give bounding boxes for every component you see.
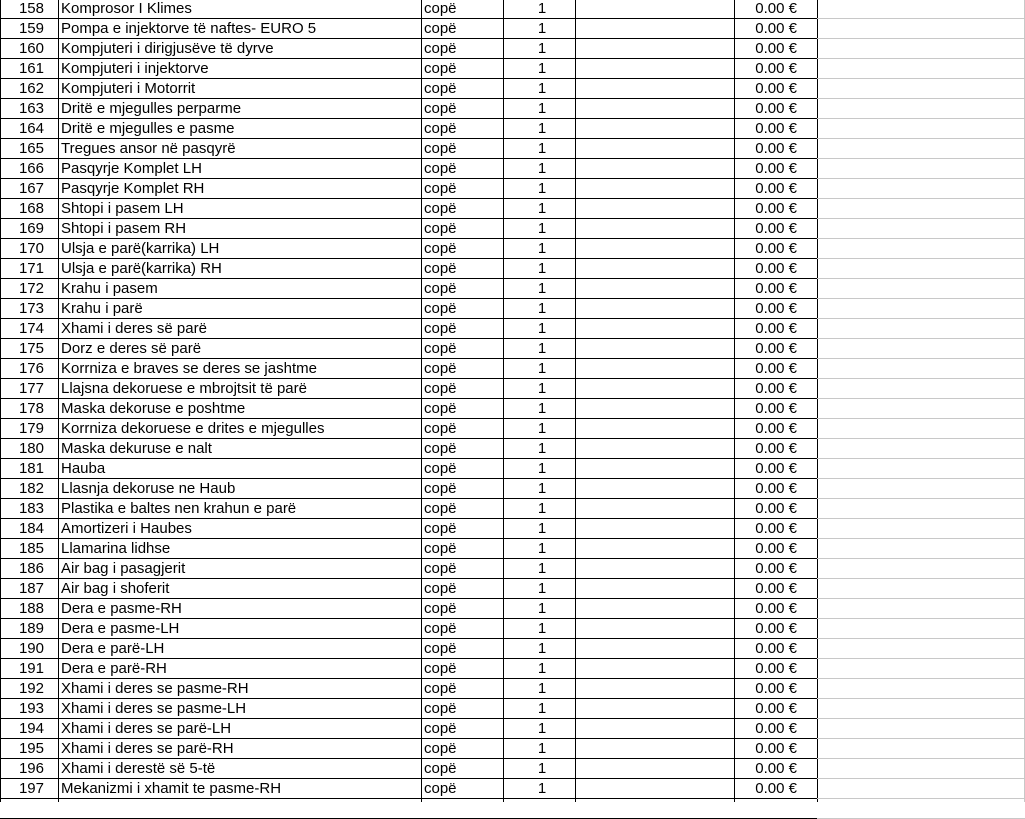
empty-cell[interactable] — [817, 219, 1025, 239]
empty-cell[interactable] — [575, 79, 734, 99]
empty-cell[interactable] — [575, 119, 734, 139]
empty-cell[interactable] — [817, 499, 1025, 519]
row-number-cell[interactable]: 196 — [18, 760, 44, 777]
item-name-cell[interactable]: Dera e pasme-RH — [61, 600, 182, 617]
item-name-cell[interactable]: Maska dekuruse e nalt — [61, 440, 212, 457]
unit-cell[interactable]: copë — [424, 560, 457, 577]
unit-cell[interactable]: copë — [424, 380, 457, 397]
empty-cell[interactable] — [575, 259, 734, 279]
price-cell[interactable]: 0.00 € — [755, 400, 797, 417]
empty-cell[interactable] — [575, 559, 734, 579]
quantity-cell[interactable]: 1 — [537, 0, 547, 17]
price-cell[interactable]: 0.00 € — [755, 660, 797, 677]
row-number-cell[interactable]: 166 — [18, 160, 44, 177]
unit-cell[interactable]: copë — [424, 200, 457, 217]
unit-cell[interactable]: copë — [424, 240, 457, 257]
row-number-cell[interactable]: 171 — [18, 260, 44, 277]
empty-cell[interactable] — [575, 739, 734, 759]
item-name-cell[interactable]: Kompjuteri i dirigjusëve të dyrve — [61, 40, 274, 57]
row-number-cell[interactable]: 172 — [18, 280, 44, 297]
empty-cell[interactable] — [817, 319, 1025, 339]
quantity-cell[interactable]: 1 — [537, 180, 547, 197]
price-cell[interactable]: 0.00 € — [755, 180, 797, 197]
row-number-cell[interactable]: 193 — [18, 700, 44, 717]
empty-cell[interactable] — [817, 159, 1025, 179]
unit-cell[interactable]: copë — [424, 420, 457, 437]
price-cell[interactable]: 0.00 € — [755, 620, 797, 637]
empty-cell[interactable] — [817, 59, 1025, 79]
empty-cell[interactable] — [817, 359, 1025, 379]
price-cell[interactable]: 0.00 € — [755, 560, 797, 577]
empty-cell[interactable] — [575, 579, 734, 599]
price-cell[interactable]: 0.00 € — [755, 460, 797, 477]
empty-cell[interactable] — [817, 339, 1025, 359]
empty-cell[interactable] — [817, 39, 1025, 59]
item-name-cell[interactable]: Krahu i parë — [61, 300, 143, 317]
row-number-cell[interactable]: 161 — [18, 60, 44, 77]
item-name-cell[interactable]: Xhami i deres se pasme-RH — [61, 680, 249, 697]
row-number-cell[interactable]: 164 — [18, 120, 44, 137]
item-name-cell[interactable]: Hauba — [61, 460, 106, 477]
quantity-cell[interactable]: 1 — [537, 260, 547, 277]
quantity-cell[interactable]: 1 — [537, 60, 547, 77]
unit-cell[interactable]: copë — [424, 580, 457, 597]
empty-cell[interactable] — [575, 619, 734, 639]
item-name-cell[interactable]: Air bag i shoferit — [61, 580, 170, 597]
row-number-cell[interactable]: 170 — [18, 240, 44, 257]
item-name-cell[interactable]: Ulsja e parë(karrika) RH — [61, 260, 222, 277]
row-number-cell[interactable]: 162 — [18, 80, 44, 97]
empty-cell[interactable] — [817, 479, 1025, 499]
empty-cell[interactable] — [575, 179, 734, 199]
unit-cell[interactable]: copë — [424, 0, 457, 17]
item-name-cell[interactable]: Llajsna dekoruese e mbrojtsit të parë — [61, 380, 307, 397]
row-number-cell[interactable]: 163 — [18, 100, 44, 117]
unit-cell[interactable]: copë — [424, 440, 457, 457]
empty-cell[interactable] — [575, 339, 734, 359]
row-number-cell[interactable]: 186 — [18, 560, 44, 577]
unit-cell[interactable]: copë — [424, 260, 457, 277]
unit-cell[interactable]: copë — [424, 220, 457, 237]
unit-cell[interactable]: copë — [424, 660, 457, 677]
price-cell[interactable]: 0.00 € — [755, 0, 797, 17]
price-cell[interactable]: 0.00 € — [755, 40, 797, 57]
unit-cell[interactable]: copë — [424, 360, 457, 377]
empty-cell[interactable] — [575, 459, 734, 479]
empty-cell[interactable] — [575, 659, 734, 679]
item-name-cell[interactable]: Shtopi i pasem LH — [61, 200, 184, 217]
unit-cell[interactable]: copë — [424, 600, 457, 617]
quantity-cell[interactable]: 1 — [537, 540, 547, 557]
quantity-cell[interactable]: 1 — [537, 20, 547, 37]
row-number-cell[interactable]: 195 — [18, 740, 44, 757]
row-number-cell[interactable]: 167 — [18, 180, 44, 197]
quantity-cell[interactable]: 1 — [537, 400, 547, 417]
price-cell[interactable]: 0.00 € — [755, 600, 797, 617]
empty-cell[interactable] — [817, 99, 1025, 119]
price-cell[interactable]: 0.00 € — [755, 360, 797, 377]
empty-cell[interactable] — [817, 779, 1025, 799]
price-cell[interactable]: 0.00 € — [755, 80, 797, 97]
empty-cell[interactable] — [817, 719, 1025, 739]
empty-cell[interactable] — [575, 399, 734, 419]
price-cell[interactable]: 0.00 € — [755, 140, 797, 157]
quantity-cell[interactable]: 1 — [537, 360, 547, 377]
empty-cell[interactable] — [817, 139, 1025, 159]
unit-cell[interactable]: copë — [424, 760, 457, 777]
unit-cell[interactable]: copë — [424, 400, 457, 417]
item-name-cell[interactable]: Dritë e mjegulles perparme — [61, 100, 242, 117]
row-number-cell[interactable]: 197 — [18, 780, 44, 797]
quantity-cell[interactable]: 1 — [537, 280, 547, 297]
row-number-cell[interactable]: 174 — [18, 320, 44, 337]
quantity-cell[interactable]: 1 — [537, 80, 547, 97]
empty-cell[interactable] — [817, 699, 1025, 719]
empty-cell[interactable] — [817, 259, 1025, 279]
empty-cell[interactable] — [575, 679, 734, 699]
price-cell[interactable]: 0.00 € — [755, 680, 797, 697]
row-number-cell[interactable]: 184 — [18, 520, 44, 537]
quantity-cell[interactable]: 1 — [537, 700, 547, 717]
price-cell[interactable]: 0.00 € — [755, 120, 797, 137]
item-name-cell[interactable]: Kompjuteri i Motorrit — [61, 80, 196, 97]
quantity-cell[interactable]: 1 — [537, 520, 547, 537]
price-cell[interactable]: 0.00 € — [755, 480, 797, 497]
row-number-cell[interactable]: 175 — [18, 340, 44, 357]
quantity-cell[interactable]: 1 — [537, 560, 547, 577]
row-number-cell[interactable]: 173 — [18, 300, 44, 317]
quantity-cell[interactable]: 1 — [537, 600, 547, 617]
quantity-cell[interactable]: 1 — [537, 240, 547, 257]
quantity-cell[interactable]: 1 — [537, 380, 547, 397]
quantity-cell[interactable]: 1 — [537, 460, 547, 477]
quantity-cell[interactable]: 1 — [537, 420, 547, 437]
quantity-cell[interactable]: 1 — [537, 200, 547, 217]
empty-cell[interactable] — [817, 559, 1025, 579]
unit-cell[interactable]: copë — [424, 500, 457, 517]
quantity-cell[interactable]: 1 — [537, 760, 547, 777]
quantity-cell[interactable]: 1 — [537, 480, 547, 497]
row-number-cell[interactable]: 187 — [18, 580, 44, 597]
price-cell[interactable]: 0.00 € — [755, 60, 797, 77]
unit-cell[interactable]: copë — [424, 60, 457, 77]
unit-cell[interactable]: copë — [424, 180, 457, 197]
empty-cell[interactable] — [817, 539, 1025, 559]
item-name-cell[interactable]: Korrniza e braves se deres se jashtme — [61, 360, 317, 377]
quantity-cell[interactable]: 1 — [537, 720, 547, 737]
empty-cell[interactable] — [575, 519, 734, 539]
empty-cell[interactable] — [575, 539, 734, 559]
row-number-cell[interactable]: 158 — [18, 0, 44, 17]
empty-cell[interactable] — [575, 319, 734, 339]
price-cell[interactable]: 0.00 € — [755, 100, 797, 117]
row-number-cell[interactable]: 177 — [18, 380, 44, 397]
empty-cell[interactable] — [817, 419, 1025, 439]
item-name-cell[interactable]: Dorz e deres së parë — [61, 340, 202, 357]
row-number-cell[interactable]: 192 — [18, 680, 44, 697]
unit-cell[interactable]: copë — [424, 540, 457, 557]
empty-cell[interactable] — [575, 59, 734, 79]
price-cell[interactable]: 0.00 € — [755, 240, 797, 257]
empty-cell[interactable] — [817, 459, 1025, 479]
empty-cell[interactable] — [575, 479, 734, 499]
empty-cell[interactable] — [575, 139, 734, 159]
row-number-cell[interactable]: 183 — [18, 500, 44, 517]
quantity-cell[interactable]: 1 — [537, 640, 547, 657]
item-name-cell[interactable]: Xhami i deres se parë-LH — [61, 720, 232, 737]
price-cell[interactable]: 0.00 € — [755, 640, 797, 657]
item-name-cell[interactable]: Xhami i deres se parë-RH — [61, 740, 234, 757]
unit-cell[interactable]: copë — [424, 280, 457, 297]
row-number-cell[interactable]: 168 — [18, 200, 44, 217]
unit-cell[interactable]: copë — [424, 700, 457, 717]
unit-cell[interactable]: copë — [424, 40, 457, 57]
quantity-cell[interactable]: 1 — [537, 40, 547, 57]
empty-cell[interactable] — [817, 279, 1025, 299]
empty-cell[interactable] — [575, 39, 734, 59]
item-name-cell[interactable]: Ulsja e parë(karrika) LH — [61, 240, 220, 257]
empty-cell[interactable] — [817, 19, 1025, 39]
price-cell[interactable]: 0.00 € — [755, 700, 797, 717]
item-name-cell[interactable]: Maska dekoruse e poshtme — [61, 400, 246, 417]
price-cell[interactable]: 0.00 € — [755, 580, 797, 597]
unit-cell[interactable]: copë — [424, 100, 457, 117]
item-name-cell[interactable]: Kompjuteri i injektorve — [61, 60, 209, 77]
empty-cell[interactable] — [817, 299, 1025, 319]
quantity-cell[interactable]: 1 — [537, 140, 547, 157]
row-number-cell[interactable]: 176 — [18, 360, 44, 377]
price-cell[interactable]: 0.00 € — [755, 160, 797, 177]
empty-cell[interactable] — [817, 759, 1025, 779]
unit-cell[interactable]: copë — [424, 320, 457, 337]
item-name-cell[interactable]: Dera e parë-LH — [61, 640, 165, 657]
price-cell[interactable]: 0.00 € — [755, 340, 797, 357]
empty-cell[interactable] — [575, 219, 734, 239]
row-number-cell[interactable]: 185 — [18, 540, 44, 557]
item-name-cell[interactable]: Tregues ansor në pasqyrë — [61, 140, 236, 157]
quantity-cell[interactable]: 1 — [537, 680, 547, 697]
price-cell[interactable]: 0.00 € — [755, 320, 797, 337]
price-cell[interactable]: 0.00 € — [755, 720, 797, 737]
quantity-cell[interactable]: 1 — [537, 500, 547, 517]
empty-cell[interactable] — [575, 439, 734, 459]
unit-cell[interactable]: copë — [424, 140, 457, 157]
item-name-cell[interactable]: Dera e pasme-LH — [61, 620, 180, 637]
item-name-cell[interactable]: Air bag i pasagjerit — [61, 560, 186, 577]
item-name-cell[interactable]: Plastika e baltes nen krahun e parë — [61, 500, 297, 517]
quantity-cell[interactable]: 1 — [537, 660, 547, 677]
item-name-cell[interactable]: Dritë e mjegulles e pasme — [61, 120, 235, 137]
item-name-cell[interactable]: Pasqyrje Komplet LH — [61, 160, 202, 177]
empty-cell[interactable] — [575, 499, 734, 519]
empty-cell[interactable] — [817, 739, 1025, 759]
row-number-cell[interactable]: 182 — [18, 480, 44, 497]
item-name-cell[interactable]: Pompa e injektorve të naftes- EURO 5 — [61, 20, 317, 37]
empty-cell[interactable] — [575, 159, 734, 179]
item-name-cell[interactable]: Llasnja dekoruse ne Haub — [61, 480, 236, 497]
row-number-cell[interactable]: 165 — [18, 140, 44, 157]
quantity-cell[interactable]: 1 — [537, 120, 547, 137]
row-number-cell[interactable]: 191 — [18, 660, 44, 677]
unit-cell[interactable]: copë — [424, 780, 457, 797]
unit-cell[interactable]: copë — [424, 640, 457, 657]
unit-cell[interactable]: copë — [424, 520, 457, 537]
empty-cell[interactable] — [575, 279, 734, 299]
empty-cell[interactable] — [817, 599, 1025, 619]
price-cell[interactable]: 0.00 € — [755, 500, 797, 517]
item-name-cell[interactable]: Xhami i deres se pasme-LH — [61, 700, 247, 717]
unit-cell[interactable]: copë — [424, 20, 457, 37]
empty-cell[interactable] — [817, 179, 1025, 199]
item-name-cell[interactable]: Dera e parë-RH — [61, 660, 167, 677]
empty-cell[interactable] — [575, 199, 734, 219]
empty-cell[interactable] — [817, 0, 1025, 19]
unit-cell[interactable]: copë — [424, 300, 457, 317]
item-name-cell[interactable]: Korrniza dekoruese e drites e mjegulles — [61, 420, 325, 437]
row-number-cell[interactable]: 189 — [18, 620, 44, 637]
quantity-cell[interactable]: 1 — [537, 580, 547, 597]
unit-cell[interactable]: copë — [424, 160, 457, 177]
price-cell[interactable]: 0.00 € — [755, 280, 797, 297]
empty-cell[interactable] — [817, 519, 1025, 539]
quantity-cell[interactable]: 1 — [537, 740, 547, 757]
item-name-cell[interactable]: Mekanizmi i xhamit te pasme-RH — [61, 780, 282, 797]
row-number-cell[interactable]: 178 — [18, 400, 44, 417]
empty-cell[interactable] — [817, 119, 1025, 139]
item-name-cell[interactable]: Pasqyrje Komplet RH — [61, 180, 205, 197]
row-number-cell[interactable]: 180 — [18, 440, 44, 457]
empty-cell[interactable] — [575, 719, 734, 739]
item-name-cell[interactable]: Xhami i deres së parë — [61, 320, 207, 337]
price-cell[interactable]: 0.00 € — [755, 20, 797, 37]
row-number-cell[interactable]: 169 — [18, 220, 44, 237]
row-number-cell[interactable]: 159 — [18, 20, 44, 37]
price-cell[interactable]: 0.00 € — [755, 440, 797, 457]
quantity-cell[interactable]: 1 — [537, 340, 547, 357]
item-name-cell[interactable]: Komprosor I Klimes — [61, 0, 192, 17]
empty-cell[interactable] — [817, 79, 1025, 99]
empty-cell[interactable] — [575, 99, 734, 119]
empty-cell[interactable] — [817, 619, 1025, 639]
empty-cell[interactable] — [575, 779, 734, 799]
item-name-cell[interactable]: Amortizeri i Haubes — [61, 520, 192, 537]
empty-cell[interactable] — [817, 199, 1025, 219]
empty-cell[interactable] — [817, 579, 1025, 599]
row-number-cell[interactable]: 179 — [18, 420, 44, 437]
price-cell[interactable]: 0.00 € — [755, 260, 797, 277]
quantity-cell[interactable]: 1 — [537, 220, 547, 237]
unit-cell[interactable]: copë — [424, 80, 457, 97]
unit-cell[interactable]: copë — [424, 680, 457, 697]
empty-cell[interactable] — [817, 399, 1025, 419]
empty-cell[interactable] — [575, 599, 734, 619]
row-number-cell[interactable]: 181 — [18, 460, 44, 477]
quantity-cell[interactable]: 1 — [537, 780, 547, 797]
unit-cell[interactable]: copë — [424, 120, 457, 137]
price-cell[interactable]: 0.00 € — [755, 200, 797, 217]
item-name-cell[interactable]: Shtopi i pasem RH — [61, 220, 187, 237]
empty-cell[interactable] — [575, 359, 734, 379]
item-name-cell[interactable]: Xhami i derestë së 5-të — [61, 760, 216, 777]
empty-cell[interactable] — [575, 379, 734, 399]
price-cell[interactable]: 0.00 € — [755, 540, 797, 557]
item-name-cell[interactable]: Krahu i pasem — [61, 280, 158, 297]
empty-cell[interactable] — [817, 379, 1025, 399]
row-number-cell[interactable]: 188 — [18, 600, 44, 617]
item-name-cell[interactable]: Llamarina lidhse — [61, 540, 171, 557]
empty-cell[interactable] — [575, 0, 734, 19]
price-cell[interactable]: 0.00 € — [755, 300, 797, 317]
quantity-cell[interactable]: 1 — [537, 300, 547, 317]
empty-cell[interactable] — [575, 19, 734, 39]
row-number-cell[interactable]: 160 — [18, 40, 44, 57]
price-cell[interactable]: 0.00 € — [755, 380, 797, 397]
price-cell[interactable]: 0.00 € — [755, 220, 797, 237]
quantity-cell[interactable]: 1 — [537, 160, 547, 177]
empty-cell[interactable] — [817, 659, 1025, 679]
price-cell[interactable]: 0.00 € — [755, 420, 797, 437]
empty-cell[interactable] — [575, 759, 734, 779]
row-number-cell[interactable]: 194 — [18, 720, 44, 737]
price-cell[interactable]: 0.00 € — [755, 760, 797, 777]
empty-cell[interactable] — [575, 299, 734, 319]
quantity-cell[interactable]: 1 — [537, 620, 547, 637]
empty-cell[interactable] — [817, 639, 1025, 659]
empty-cell[interactable] — [575, 699, 734, 719]
price-cell[interactable]: 0.00 € — [755, 520, 797, 537]
empty-cell[interactable] — [575, 239, 734, 259]
quantity-cell[interactable]: 1 — [537, 440, 547, 457]
empty-cell[interactable] — [575, 639, 734, 659]
empty-cell[interactable] — [817, 439, 1025, 459]
quantity-cell[interactable]: 1 — [537, 320, 547, 337]
unit-cell[interactable]: copë — [424, 460, 457, 477]
unit-cell[interactable]: copë — [424, 720, 457, 737]
unit-cell[interactable]: copë — [424, 740, 457, 757]
price-cell[interactable]: 0.00 € — [755, 740, 797, 757]
empty-cell[interactable] — [575, 419, 734, 439]
price-cell[interactable]: 0.00 € — [755, 780, 797, 797]
unit-cell[interactable]: copë — [424, 620, 457, 637]
row-number-cell[interactable]: 190 — [18, 640, 44, 657]
unit-cell[interactable]: copë — [424, 340, 457, 357]
empty-cell[interactable] — [817, 239, 1025, 259]
empty-cell[interactable] — [817, 679, 1025, 699]
quantity-cell[interactable]: 1 — [537, 100, 547, 117]
unit-cell[interactable]: copë — [424, 480, 457, 497]
